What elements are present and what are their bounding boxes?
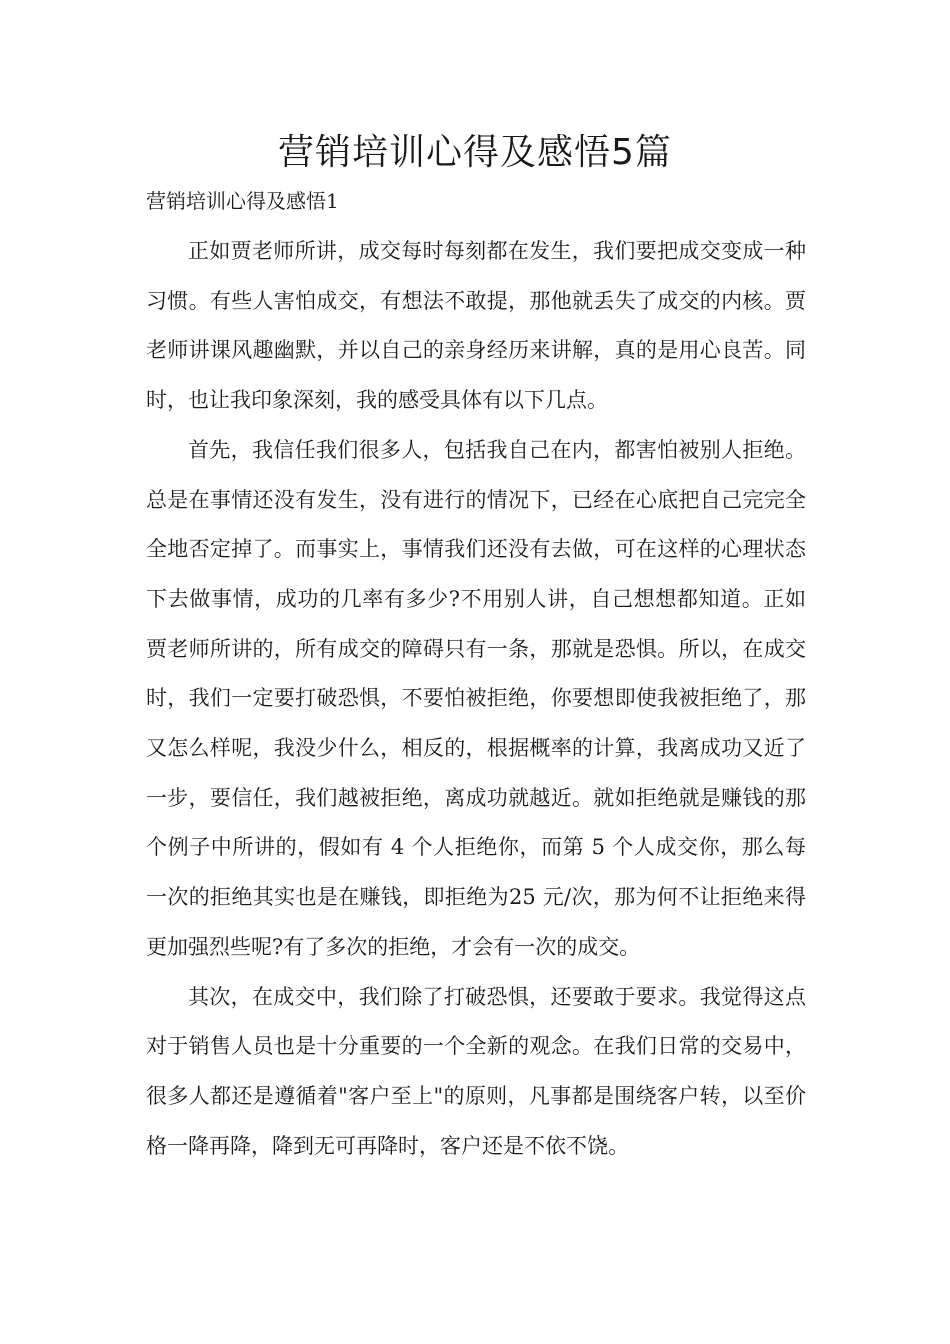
section-heading: 营销培训心得及感悟1 (146, 189, 339, 213)
paragraph-3: 其次，在成交中，我们除了打破恐惧，还要敢于要求。我觉得这点对于销售人员也是十分重要的一个全新的观念。在我们日常的交易中，很多人都还是遵循着"客户至上"的原则，凡事都是围绕客户转，以至价格一降再降，降到无可再降时，客户还是不依不饶。 (146, 984, 806, 1158)
paragraph-2: 首先，我信任我们很多人，包括我自己在内，都害怕被别人拒绝。总是在事情还没有发生，没有进行的情况下，已经在心底把自己完完全全地否定掉了。而事实上，事情我们还没有去做，可在这样的心理状态下去做事情，成功的几率有多少?不用别人讲，自己想想都知道。正如贾老师所讲的，所有成交的障碍只有一条，那就是恐惧。所以，在成交时，我们一定要打破恐惧，不要怕被拒绝，你要想即使我被拒绝了，那又怎么样呢，我没少什么，相反的，根据概率的计算，我离成功又近了一步，要信任，我们越被拒绝，离成功就越近。就如拒绝就是赚钱的那个例子中所讲的，假如有 4 个人拒绝你，而第 5 个人成交你，那么每一次的拒绝其实也是在赚钱，即拒绝为25 元/次，那为何不让拒绝来得更加强烈些呢?有了多次的拒绝，才会有一次的成交。 (146, 437, 806, 959)
paragraph-1: 正如贾老师所讲，成交每时每刻都在发生，我们要把成交变成一种习惯。有些人害怕成交，有想法不敢提，那他就丢失了成交的内核。贾老师讲课风趣幽默，并以自己的亲身经历来讲解，真的是用心良苦。同时，也让我印象深刻，我的感受具体有以下几点。 (146, 239, 806, 413)
document-title: 营销培训心得及感悟5篇 (278, 132, 672, 173)
document-body (146, 227, 806, 1171)
